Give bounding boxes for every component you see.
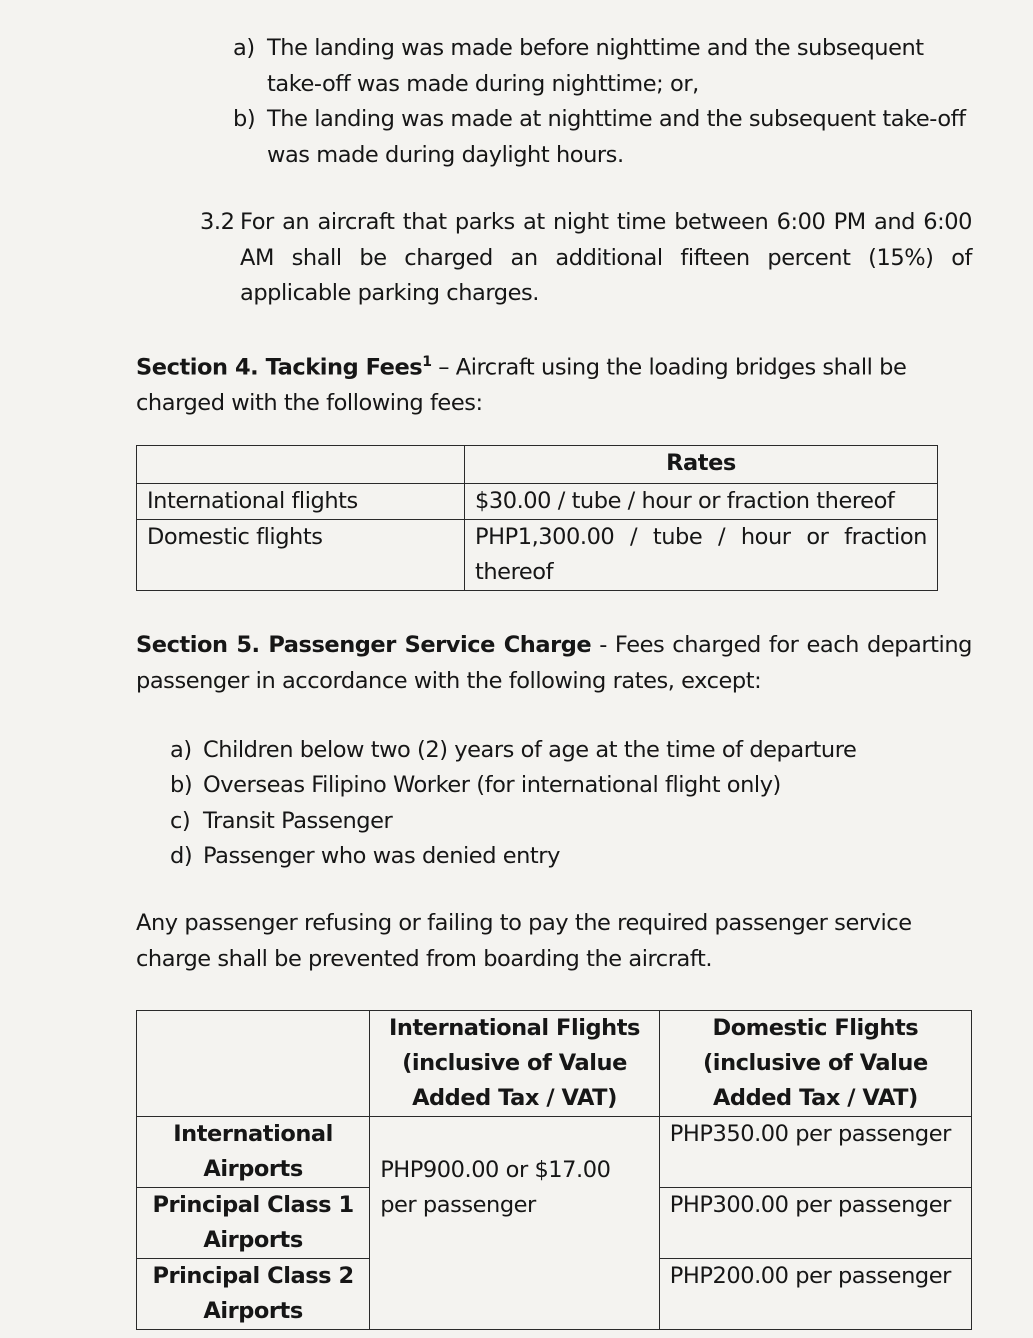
- table-header-row: [137, 446, 938, 484]
- table-header-row: [137, 1011, 972, 1117]
- table-header-blank: [137, 1011, 370, 1117]
- table-row: [137, 520, 938, 591]
- row-label: International flights: [137, 484, 465, 520]
- table-header-blank: [137, 446, 465, 484]
- table-header-domestic: Domestic Flights (inclusive of Value Added Tax / VAT): [659, 1011, 971, 1117]
- list-item-text: The landing was made before nighttime and the subsequent take-off was made during nighttime; or,: [267, 35, 924, 97]
- section-5-heading: Section 5. Passenger Service Charge: [136, 632, 592, 658]
- list-marker: b): [233, 106, 256, 132]
- row-rate: PHP1,300.00 / tube / hour or fraction thereof: [465, 520, 938, 591]
- intro-list-item-b: [233, 102, 978, 173]
- section-4-paragraph: [136, 345, 976, 422]
- list-item-text: Children below two (2) years of age at the time of departure: [203, 737, 857, 763]
- tacking-fees-table: [136, 445, 938, 591]
- international-rate-cell: [370, 1117, 660, 1330]
- table-row: [137, 1117, 972, 1188]
- intro-list-item-a: [233, 31, 978, 102]
- list-item-text: Transit Passenger: [203, 808, 393, 834]
- footnote-mark: 1: [422, 354, 432, 370]
- domestic-rate: PHP200.00 per passenger: [659, 1259, 971, 1330]
- list-marker: a): [170, 737, 192, 763]
- section-5-paragraph: [136, 628, 972, 699]
- row-label: Domestic flights: [137, 520, 465, 591]
- row-label: International Airports: [137, 1117, 370, 1188]
- table-row: [137, 484, 938, 520]
- list-marker: b): [170, 772, 193, 798]
- list-item-text: Passenger who was denied entry: [203, 843, 560, 869]
- refusal-paragraph: Any passenger refusing or failing to pay the required passenger service charge shall be prevented from boarding the aircraft.: [136, 910, 912, 972]
- exception-item-d: [170, 839, 970, 875]
- list-item-text: Overseas Filipino Worker (for international flight only): [203, 772, 781, 798]
- list-marker: c): [170, 808, 191, 834]
- exception-item-a: [170, 733, 970, 769]
- row-rate: $30.00 / tube / hour or fraction thereof: [465, 484, 938, 520]
- row-label: Principal Class 1 Airports: [137, 1188, 370, 1259]
- row-label: Principal Class 2 Airports: [137, 1259, 370, 1330]
- list-marker: d): [170, 843, 193, 869]
- passenger-service-charge-table: [136, 1010, 972, 1330]
- clause-text: For an aircraft that parks at night time between 6:00 PM and 6:00 AM shall be charged an additional fifteen percent (15%) of applicable parking charges.: [240, 209, 972, 306]
- clause-3-2: [200, 205, 972, 312]
- section-4-heading: Section 4. Tacking Fees: [136, 354, 423, 381]
- exception-item-b: [170, 768, 970, 804]
- domestic-rate: PHP350.00 per passenger: [659, 1117, 971, 1188]
- list-marker: a): [233, 35, 255, 61]
- table-header-international: International Flights (inclusive of Value Added Tax / VAT): [370, 1011, 660, 1117]
- table-header-rates: Rates: [465, 446, 938, 484]
- exception-item-c: [170, 804, 970, 840]
- section-4-text: – Aircraft using the loading bridges shall be charged with the following fees:: [136, 354, 907, 416]
- section-5-text: - Fees charged for each departing passenger in accordance with the following rates, except:: [136, 632, 972, 694]
- international-rate: PHP900.00 or $17.00 per passenger: [380, 1157, 611, 1218]
- domestic-rate: PHP300.00 per passenger: [659, 1188, 971, 1259]
- clause-number: 3.2: [200, 209, 235, 235]
- list-item-text: The landing was made at nighttime and the subsequent take-off was made during daylight hours.: [267, 106, 966, 168]
